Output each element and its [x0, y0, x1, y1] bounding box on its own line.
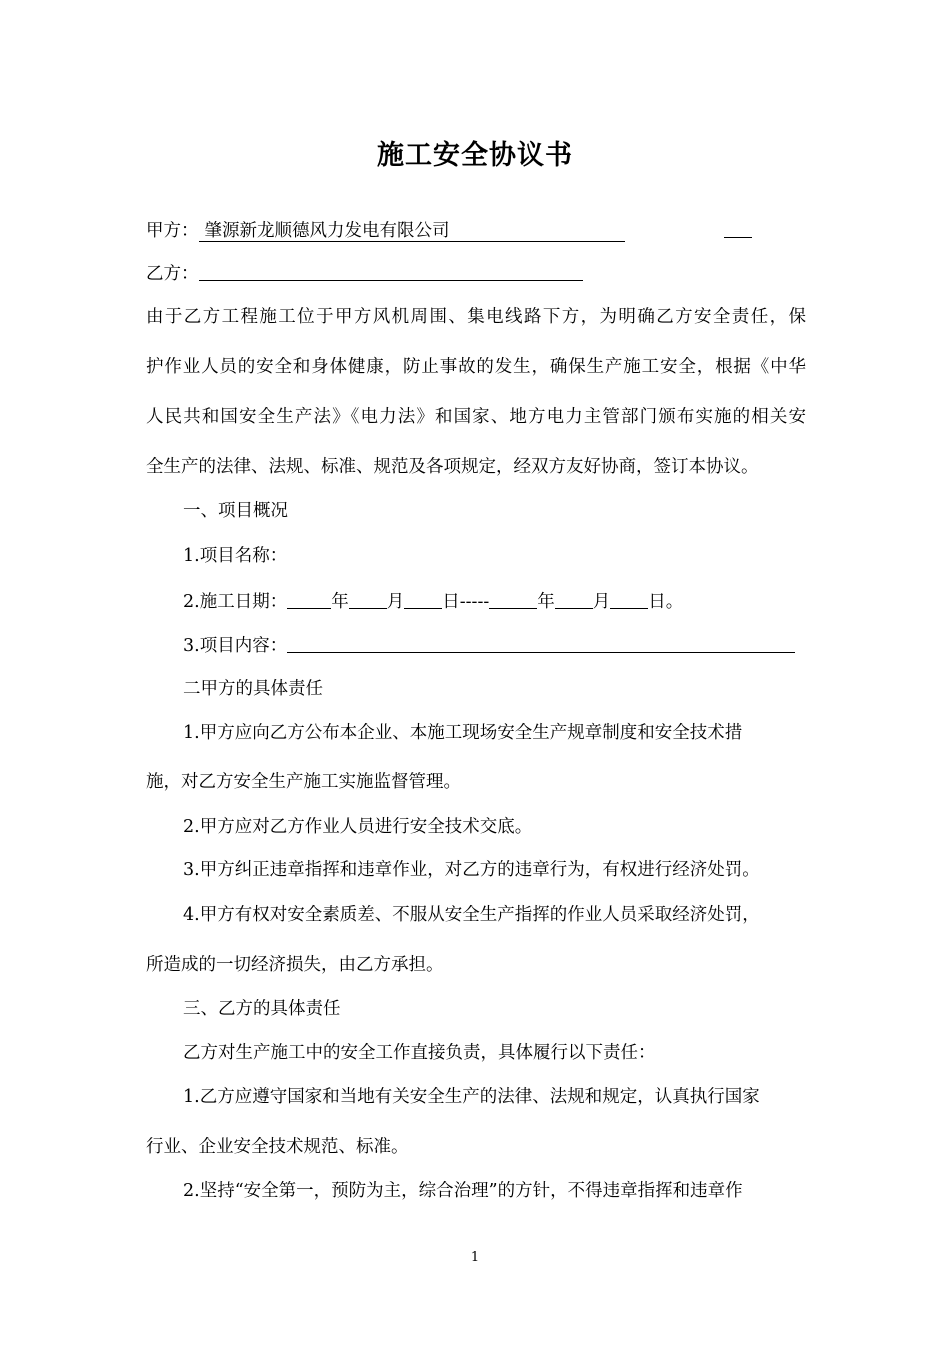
intro-line-4: 全生产的法律、法规、标准、规范及各项规定，经双方友好协商，签订本协议。 — [146, 457, 759, 477]
party-a-extra-blank — [724, 219, 752, 238]
intro-line-3: 人民共和国安全生产法》《电力法》和国家、地方电力主管部门颁布实施的相关安 — [146, 407, 806, 427]
start-day-blank — [404, 590, 442, 609]
construction-date-label: 2.施工日期： — [183, 592, 288, 612]
section2-item4-line1: 4.甲方有权对安全素质差、不服从安全生产指挥的作业人员采取经济处罚， — [183, 905, 760, 925]
end-year-blank — [489, 590, 537, 609]
section1-item1: 1.项目名称： — [183, 546, 288, 566]
end-month-unit: 月 — [592, 592, 611, 612]
party-b-label: 乙方： — [146, 264, 199, 284]
party-a-label: 甲方： — [146, 221, 199, 241]
document-title: 施工安全协议书 — [377, 140, 573, 171]
start-year-unit: 年 — [331, 592, 349, 612]
section1-heading: 一、项目概况 — [183, 501, 288, 521]
start-month-blank — [349, 590, 387, 609]
section3-item2-line1: 2.坚持“安全第一，预防为主，综合治理”的方针，不得违章指挥和违章作 — [183, 1181, 743, 1201]
party-b-blank — [199, 262, 583, 281]
project-content-blank — [287, 634, 795, 653]
section1-item3 — [183, 632, 795, 658]
page-number: 1 — [470, 1250, 480, 1265]
end-day-blank — [610, 590, 648, 609]
party-a-value: 肇源新龙顺德风力发电有限公司 — [199, 221, 625, 242]
section2-heading: 二甲方的具体责任 — [183, 679, 323, 699]
party-a-line — [146, 217, 752, 243]
intro-line-2: 护作业人员的安全和身体健康，防止事故的发生，确保生产施工安全，根据《中华 — [146, 357, 806, 377]
section2-item4-line2: 所造成的一切经济损失，由乙方承担。 — [146, 955, 444, 975]
start-day-unit: 日 — [442, 592, 460, 612]
date-separator: ----- — [459, 592, 490, 612]
section3-item1-line1: 1.乙方应遵守国家和当地有关安全生产的法律、法规和规定，认真执行国家 — [183, 1087, 760, 1107]
end-month-blank — [555, 590, 593, 609]
intro-line-1: 由于乙方工程施工位于甲方风机周围、集电线路下方，为明确乙方安全责任，保 — [146, 307, 806, 327]
project-content-label: 3.项目内容： — [183, 636, 288, 656]
end-year-unit: 年 — [537, 592, 555, 612]
section3-lead: 乙方对生产施工中的安全工作直接负责，具体履行以下责任： — [183, 1043, 656, 1063]
party-b-line — [146, 260, 583, 286]
section2-item1-line2: 施，对乙方安全生产施工实施监督管理。 — [146, 772, 461, 792]
end-day-unit: 日。 — [648, 592, 684, 612]
section2-item1-line1: 1.甲方应向乙方公布本企业、本施工现场安全生产规章制度和安全技术措 — [183, 723, 743, 743]
section1-item2 — [183, 588, 683, 614]
start-year-blank — [287, 590, 331, 609]
section3-item1-line2: 行业、企业安全技术规范、标准。 — [146, 1137, 409, 1157]
start-month-unit: 月 — [386, 592, 405, 612]
section2-item2: 2.甲方应对乙方作业人员进行安全技术交底。 — [183, 817, 533, 837]
section2-item3: 3.甲方纠正违章指挥和违章作业，对乙方的违章行为，有权进行经济处罚。 — [183, 860, 760, 880]
section3-heading: 三、乙方的具体责任 — [183, 999, 341, 1019]
